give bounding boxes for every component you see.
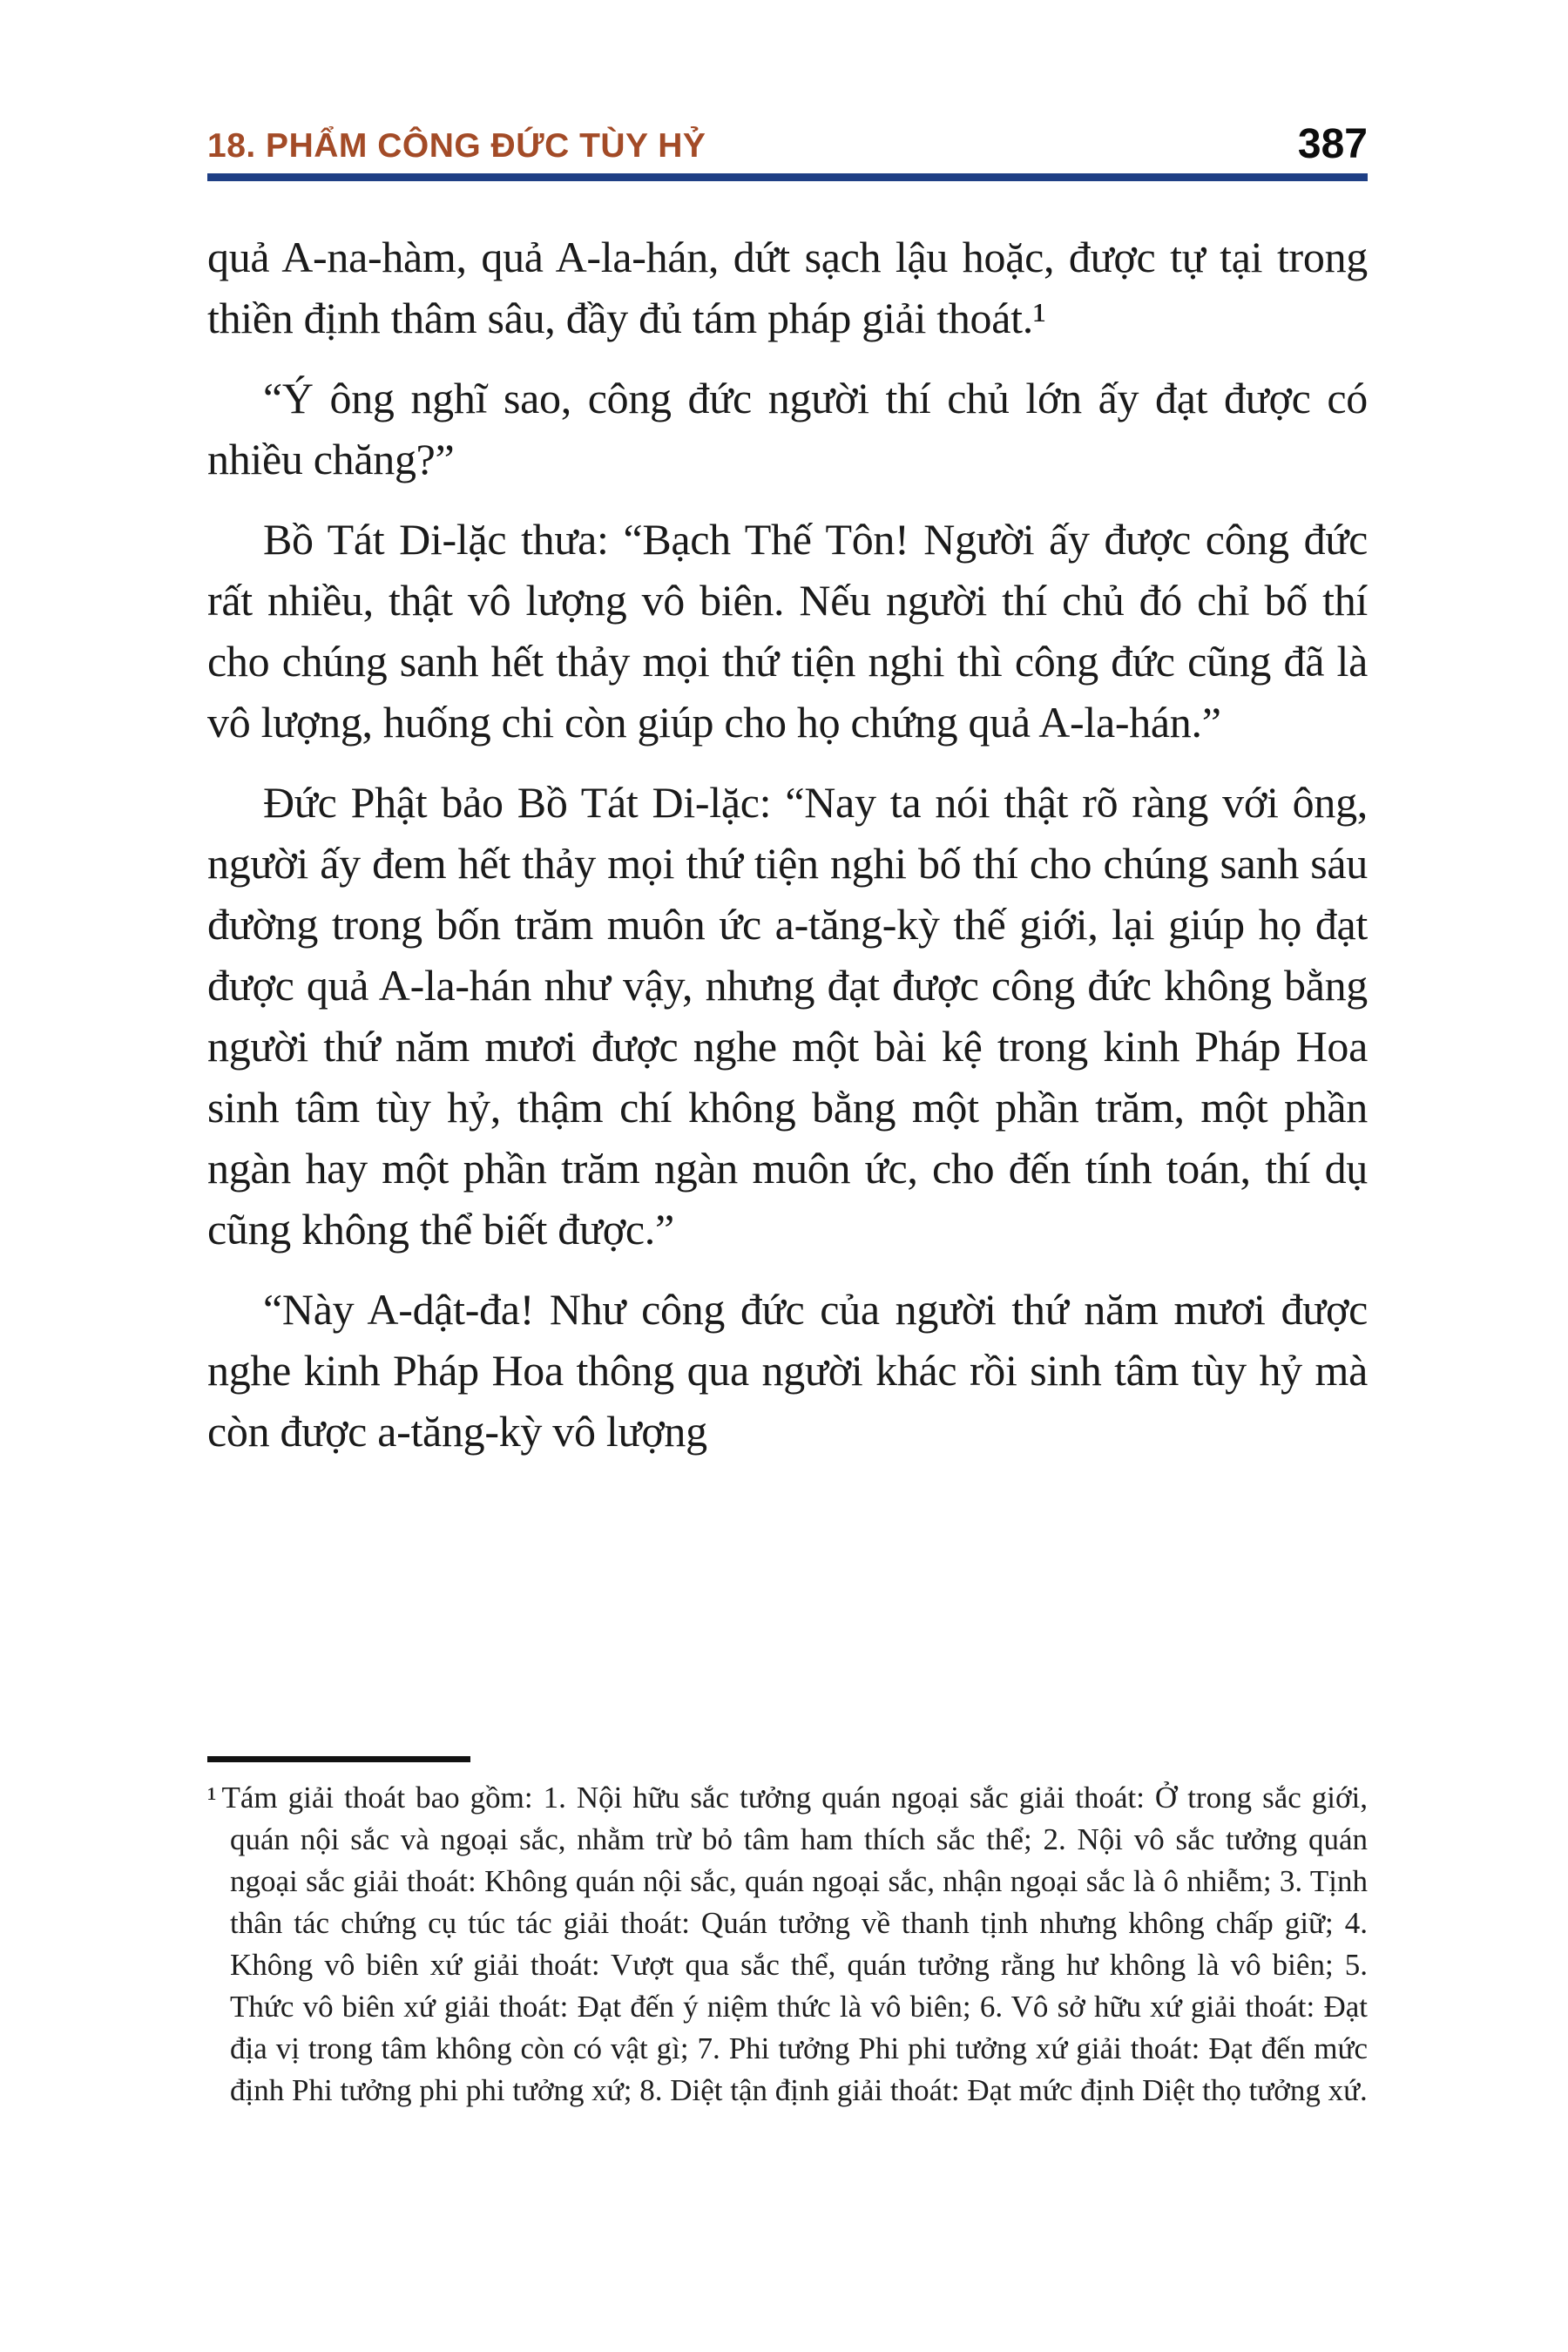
footnote-text: Tám giải thoát bao gồm: 1. Nội hữu sắc tưởng quán ngoại sắc giải thoát: Ở trong sắc giới, quán nội sắc và ngoại sắc, nhằm trừ bỏ tâm ham thích sắc thể; 2. Nội vô sắc tưởng quán ngoại sắc giải thoát: Không quán nội sắc, quán ngoại sắc, nhận ngoại sắc là ô nhiễm; 3. Tịnh thân tác chứng cụ túc tác giải thoát: Quán tưởng về thanh tịnh nhưng không chấp giữ; 4. Không vô biên xứ giải thoát: Vượt qua sắc thể, quán tưởng rằng hư không là vô biên; 5. Thức vô biên xứ giải thoát: Đạt đến ý niệm thức là vô biên; 6. Vô sở hữu xứ giải thoát: Đạt địa vị trong tâm không còn có vật gì; 7. Phi tưởng Phi phi tưởng xứ giải thoát: Đạt đến mức định Phi tưởng phi phi tưởng xứ; 8. Diệt tận định giải thoát: Đạt mức định Diệt thọ tưởng xứ. [221, 1781, 1368, 2107]
body-paragraph: “Ý ông nghĩ sao, công đức người thí chủ lớn ấy đạt được có nhiều chăng?” [207, 374, 1368, 483]
page-header [207, 121, 1368, 167]
header-rule-divider [207, 173, 1368, 181]
page-number: 387 [1297, 121, 1368, 167]
body-text-block [207, 226, 1368, 1481]
footnote-separator-rule [207, 1756, 470, 1762]
footnote-block [207, 1777, 1368, 2112]
body-paragraph: “Này A-dật-đa! Như công đức của người thứ năm mươi được nghe kinh Pháp Hoa thông qua người khác rồi sinh tâm tùy hỷ mà còn được a-tăng-kỳ vô lượng [207, 1285, 1368, 1456]
footnote-marker: ¹ [207, 1781, 217, 1815]
body-paragraph: quả A-na-hàm, quả A-la-hán, dứt sạch lậu hoặc, được tự tại trong thiền định thâm sâu, đầy đủ tám pháp giải thoát.¹ [207, 233, 1368, 342]
body-paragraph: Bồ Tát Di-lặc thưa: “Bạch Thế Tôn! Người ấy được công đức rất nhiều, thật vô lượng vô biên. Nếu người thí chủ đó chỉ bố thí cho chúng sanh hết thảy mọi thứ tiện nghi thì công đức cũng đã là vô lượng, huống chi còn giúp cho họ chứng quả A-la-hán.” [207, 515, 1368, 747]
chapter-running-head: 18. PHẨM CÔNG ĐỨC TÙY HỶ [207, 127, 706, 165]
body-paragraph: Đức Phật bảo Bồ Tát Di-lặc: “Nay ta nói thật rõ ràng với ông, người ấy đem hết thảy mọi thứ tiện nghi bố thí cho chúng sanh sáu đường trong bốn trăm muôn ức a-tăng-kỳ thế giới, lại giúp họ đạt được quả A-la-hán như vậy, nhưng đạt được công đức không bằng người thứ năm mươi được nghe một bài kệ trong kinh Pháp Hoa sinh tâm tùy hỷ, thậm chí không bằng một phần trăm, một phần ngàn hay một phần trăm ngàn muôn ức, cho đến tính toán, thí dụ cũng không thể biết được.” [207, 778, 1368, 1254]
